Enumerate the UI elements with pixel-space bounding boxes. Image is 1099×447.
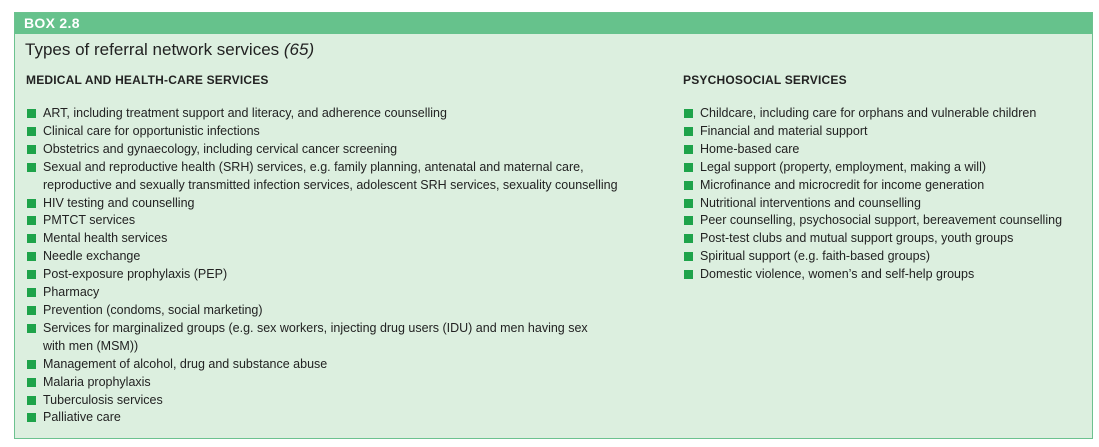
- square-bullet-icon: [27, 360, 36, 369]
- list-item-text: Home-based care: [700, 141, 800, 156]
- square-bullet-icon: [684, 127, 693, 136]
- medical-services-column: [26, 73, 666, 427]
- list-item-text: Childcare, including care for orphans and vulnerable children: [700, 106, 1037, 120]
- psychosocial-services-heading: PSYCHOSOCIAL SERVICES: [683, 73, 847, 87]
- list-item: [26, 230, 666, 248]
- list-item-text: Services for marginalized groups (e.g. sex workers, injecting drug users (IDU) and men having sex: [43, 320, 588, 335]
- list-item: [26, 266, 666, 284]
- list-item-text: Post-test clubs and mutual support groups, youth groups: [700, 231, 1014, 246]
- square-bullet-icon: [684, 270, 693, 279]
- list-item: [26, 248, 666, 266]
- list-item-text: ART, including treatment support and literacy, and adherence counselling: [43, 106, 447, 120]
- square-bullet-icon: [27, 163, 36, 172]
- square-bullet-icon: [27, 413, 36, 422]
- square-bullet-icon: [684, 181, 693, 190]
- list-item-text: Obstetrics and gynaecology, including cervical cancer screening: [43, 141, 398, 156]
- square-bullet-icon: [27, 324, 36, 333]
- list-item: [683, 195, 1083, 213]
- list-item-text: Management of alcohol, drug and substance abuse: [43, 356, 328, 371]
- box-label: BOX 2.8: [15, 13, 1092, 34]
- square-bullet-icon: [27, 145, 36, 154]
- list-item-text: Legal support (property, employment, making a will): [700, 159, 987, 174]
- medical-services-list: [26, 105, 666, 427]
- list-item: [683, 177, 1083, 195]
- psychosocial-services-list: [683, 105, 1083, 284]
- list-item-text: Microfinance and microcredit for income generation: [700, 177, 985, 192]
- square-bullet-icon: [27, 109, 36, 118]
- list-item: [683, 123, 1083, 141]
- square-bullet-icon: [684, 145, 693, 154]
- square-bullet-icon: [27, 199, 36, 208]
- square-bullet-icon: [684, 234, 693, 243]
- list-item: [683, 212, 1083, 230]
- list-item-text: Financial and material support: [700, 123, 868, 138]
- list-item: [26, 105, 666, 123]
- list-item: [683, 248, 1083, 266]
- list-item: [26, 212, 666, 230]
- list-item-text: Peer counselling, psychosocial support, bereavement counselling: [700, 213, 1063, 228]
- list-item-text: Prevention (condoms, social marketing): [43, 302, 263, 317]
- list-item-text: Nutritional interventions and counselling: [700, 195, 921, 210]
- square-bullet-icon: [27, 127, 36, 136]
- square-bullet-icon: [27, 396, 36, 405]
- list-item: [26, 356, 666, 374]
- list-item: [26, 374, 666, 392]
- list-item-text: Sexual and reproductive health (SRH) services, e.g. family planning, antenatal and maternal care,: [43, 159, 584, 174]
- list-item-text: PMTCT services: [43, 213, 136, 228]
- list-item: [683, 105, 1083, 123]
- list-item-continuation: [26, 338, 666, 356]
- square-bullet-icon: [27, 306, 36, 315]
- square-bullet-icon: [684, 163, 693, 172]
- square-bullet-icon: [684, 216, 693, 225]
- square-bullet-icon: [684, 252, 693, 261]
- list-item: [26, 195, 666, 213]
- list-item: [26, 392, 666, 410]
- square-bullet-icon: [27, 270, 36, 279]
- list-item: [26, 123, 666, 141]
- list-item-text: Domestic violence, women’s and self-help groups: [700, 267, 975, 282]
- list-item-text: Needle exchange: [43, 249, 141, 264]
- medical-services-heading: MEDICAL AND HEALTH-CARE SERVICES: [26, 73, 269, 87]
- list-item: [26, 141, 666, 159]
- list-item-text: reproductive and sexually transmitted infection services, adolescent SRH services, sexuality counselling: [43, 177, 618, 192]
- list-item-text: Mental health services: [43, 231, 168, 246]
- list-item-continuation: [26, 177, 666, 195]
- list-item: [26, 302, 666, 320]
- list-item: [683, 159, 1083, 177]
- square-bullet-icon: [27, 378, 36, 387]
- box-2-8: [14, 12, 1093, 439]
- list-item-text: Palliative care: [43, 410, 121, 425]
- list-item: [26, 159, 666, 177]
- list-item: [683, 230, 1083, 248]
- list-item: [683, 141, 1083, 159]
- square-bullet-icon: [27, 234, 36, 243]
- list-item-text: with men (MSM)): [43, 338, 139, 353]
- list-item-text: Clinical care for opportunistic infections: [43, 123, 260, 138]
- psychosocial-services-column: [683, 73, 1083, 284]
- square-bullet-icon: [27, 216, 36, 225]
- square-bullet-icon: [684, 199, 693, 208]
- list-item: [26, 320, 666, 338]
- list-item-text: Post-exposure prophylaxis (PEP): [43, 267, 228, 282]
- list-item-text: Malaria prophylaxis: [43, 374, 151, 389]
- list-item: [683, 266, 1083, 284]
- square-bullet-icon: [27, 252, 36, 261]
- box-title-reference: (65): [283, 40, 315, 59]
- list-item: [26, 409, 666, 427]
- list-item-text: HIV testing and counselling: [43, 195, 195, 210]
- list-item: [26, 284, 666, 302]
- box-title: [25, 40, 314, 60]
- list-item-text: Tuberculosis services: [43, 392, 163, 407]
- square-bullet-icon: [684, 109, 693, 118]
- list-item-text: Spiritual support (e.g. faith-based groups): [700, 249, 930, 264]
- box-title-text: Types of referral network services: [25, 40, 280, 59]
- list-item-text: Pharmacy: [43, 285, 100, 300]
- square-bullet-icon: [27, 288, 36, 297]
